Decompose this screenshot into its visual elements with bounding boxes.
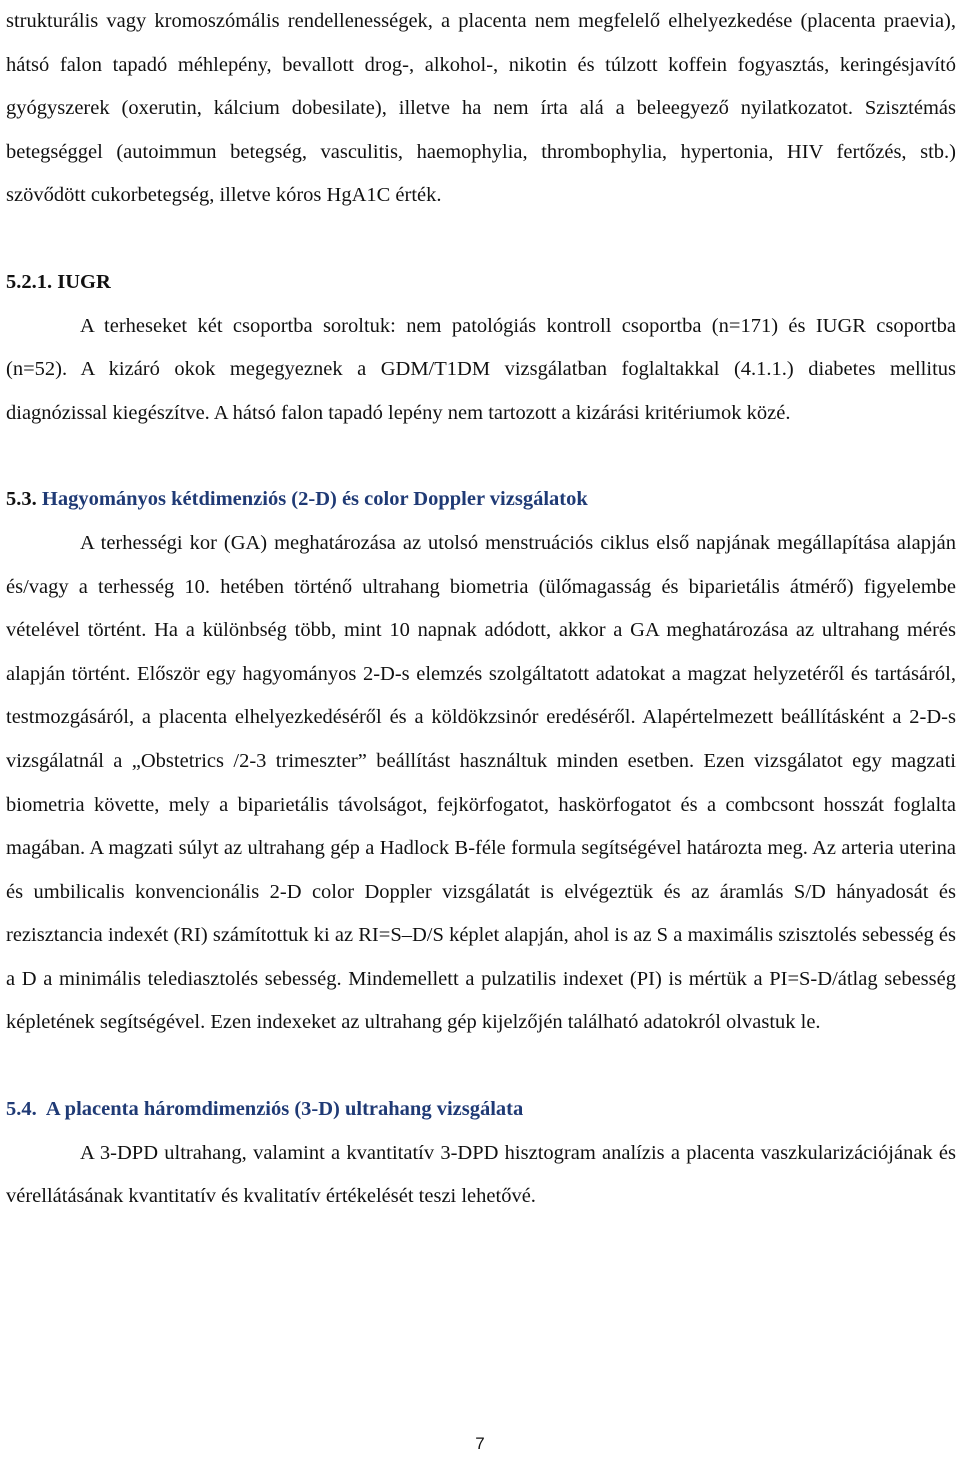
document-page <box>6 0 956 1219</box>
section-body: A 3-DPD ultrahang, valamint a kvantitatív 3-DPD hisztogram analízis a placenta vaszkularizációjának és vérellátásának kvantitatív és kvalitatív értékelését teszi lehetővé. <box>6 1141 956 1208</box>
section-heading <box>6 261 956 305</box>
section-heading <box>6 1088 956 1132</box>
page-number: 7 <box>475 1434 485 1453</box>
section-heading <box>6 478 956 522</box>
section-2d-doppler <box>6 478 956 1045</box>
section-title: IUGR <box>57 270 111 293</box>
section-iugr <box>6 261 956 435</box>
section-body: A terhességi kor (GA) meghatározása az utolsó menstruációs ciklus első napjának megállapítása alapján és/vagy a terhesség 10. hetében történő ultrahang biometria (ülőmagasság és biparietális átmérő) figyelembe vételével történt. Ha a különbség több, mint 10 napnak adódott, akkor a GA meghatározása az ultrahang mérés alapján történt. Először egy hagyományos 2-D-s elemzés szolgáltatott adatokat a magzat helyzetéről és tartásáról, testmozgásáról, a placenta elhelyezkedéséről és a köldökzsinór eredéséről. Alapértelmezett beállításként a 2-D-s vizsgálatnál a „Obstetrics /2-3 trimeszter” beállítást használtuk minden esetben. Ezen vizsgálatot egy magzati biometria követte, mely a biparietális távolságot, fejkörfogatot, haskörfogatot és a combcsont hosszát foglalta magában. A magzati súlyt az ultrahang gép a Hadlock B-féle formula segítségével határozta meg. Az arteria uterina és umbilicalis konvencionális 2-D color Doppler vizsgálatát is elvégeztük és az áramlás S/D hányadosát és rezisztancia indexét (RI) számítottuk ki az RI=S–D/S képlet alapján, ahol is az S a maximális szisztolés sebesség és a D a minimális telediasztolés sebesség. Mindemellett a pulzatilis indexet (PI) is mértük a PI=S-D/átlag sebesség képletének segítségével. Ezen indexeket az ultrahang gép kijelzőjén található adatokról olvastuk le. <box>6 531 956 1034</box>
intro-paragraph: strukturális vagy kromoszómális rendellenességek, a placenta nem megfelelő elhelyezkedése (placenta praevia), hátsó falon tapadó méhlepény, bevallott drog-, alkohol-, nikotin és túlzott koffein fogyasztás, keringésjavító gyógyszerek (oxerutin, kálcium dobesilate), illetve ha nem írta alá a beleegyező nyilatkozatot. Szisztémás betegséggel (autoimmun betegség, vasculitis, haemophylia, thrombophylia, hypertonia, HIV fertőzés, stb.) szövődött cukorbetegség, illetve kóros HgA1C érték. <box>6 10 956 207</box>
section-number: 5.2.1. <box>6 270 53 293</box>
section-3d-placenta <box>6 1088 956 1219</box>
section-title: A placenta háromdimenziós (3-D) ultrahang vizsgálata <box>45 1098 524 1121</box>
section-number: 5.3. <box>6 488 37 511</box>
section-number: 5.4. <box>6 1098 37 1121</box>
section-title: Hagyományos kétdimenziós (2-D) és color Doppler vizsgálatok <box>41 488 588 511</box>
section-body: A terheseket két csoportba soroltuk: nem patológiás kontroll csoportba (n=171) és IUGR csoportba (n=52). A kizáró okok megegyeznek a GDM/T1DM vizsgálatban foglaltakkal (4.1.1.) diabetes mellitus diagnózissal kiegészítve. A hátsó falon tapadó lepény nem tartozott a kizárási kritériumok közé. <box>6 314 956 424</box>
